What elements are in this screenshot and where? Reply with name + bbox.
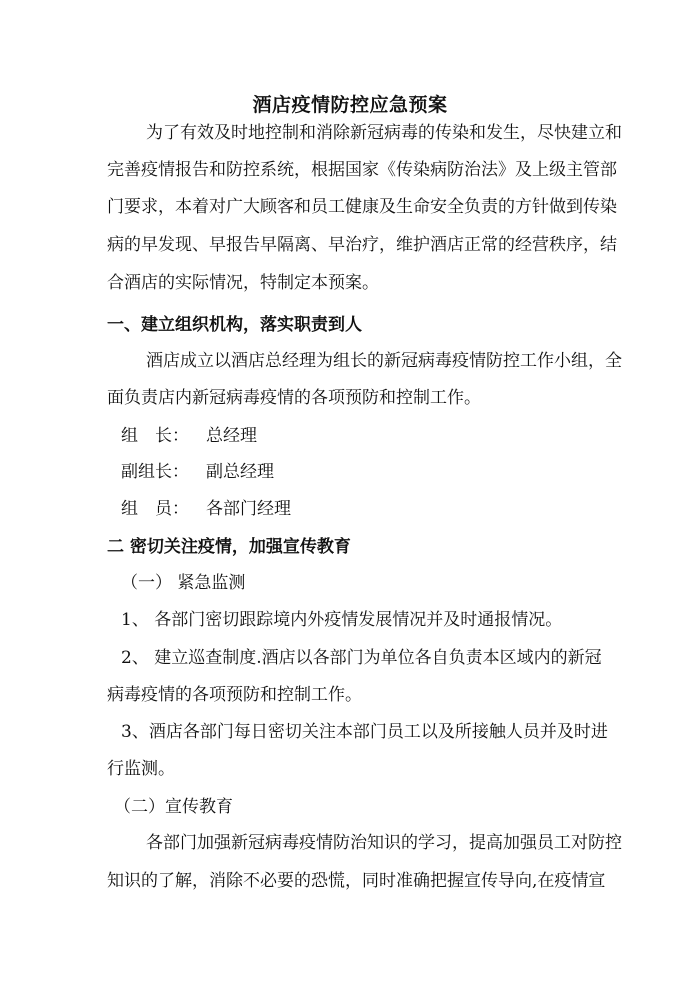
subsection-heading: （二）宣传教育: [114, 797, 233, 817]
list-item-3-cont: 行监测。: [107, 759, 175, 779]
section-1-para-line-2: 面负责店内新冠病毒疫情的各项预防和控制工作。: [107, 388, 481, 408]
role-label: 副组长：: [121, 462, 189, 482]
intro-line-5: 合酒店的实际情况，特制定本预案。: [107, 273, 379, 293]
intro-line-2: 完善疫情报告和防控系统，根据国家《传染病防治法》及上级主管部: [107, 160, 617, 180]
role-label: 组 长：: [121, 426, 189, 446]
list-item-2: 2、 建立巡查制度.酒店以各部门为单位各自负责本区域内的新冠: [121, 648, 602, 668]
intro-line-1: 为了有效及时地控制和消除新冠病毒的传染和发生，尽快建立和: [146, 123, 622, 143]
section-1-heading: 一、建立组织机构，落实职责到人: [107, 315, 362, 335]
subsection-heading: （一） 紧急监测: [121, 573, 246, 593]
section-2-para-line-2: 知识的了解，消除不必要的恐慌，同时准确把握宣传导向,在疫情宣: [107, 871, 606, 891]
intro-line-3: 门要求，本着对广大顾客和员工健康及生命安全负责的方针做到传染: [107, 197, 617, 217]
role-person: 总经理: [206, 426, 257, 446]
role-label: 组 员：: [121, 499, 189, 519]
section-1-para-line-1: 酒店成立以酒店总经理为组长的新冠病毒疫情防控工作小组，全: [146, 351, 622, 371]
section-2-heading: 二 密切关注疫情，加强宣传教育: [107, 537, 351, 557]
role-person: 副总经理: [206, 462, 274, 482]
role-person: 各部门经理: [206, 499, 291, 519]
intro-line-4: 病的早发现、早报告早隔离、早治疗，维护酒店正常的经营秩序，结: [107, 235, 617, 255]
list-item-1: 1、 各部门密切跟踪境内外疫情发展情况并及时通报情况。: [121, 610, 563, 630]
section-2-para-line-1: 各部门加强新冠病毒疫情防治知识的学习，提高加强员工对防控: [146, 833, 622, 853]
list-item-2-cont: 病毒疫情的各项预防和控制工作。: [107, 685, 362, 705]
list-item-3: 3、酒店各部门每日密切关注本部门员工以及所接触人员并及时进: [121, 722, 608, 742]
document-title: 酒店疫情防控应急预案: [252, 94, 448, 116]
